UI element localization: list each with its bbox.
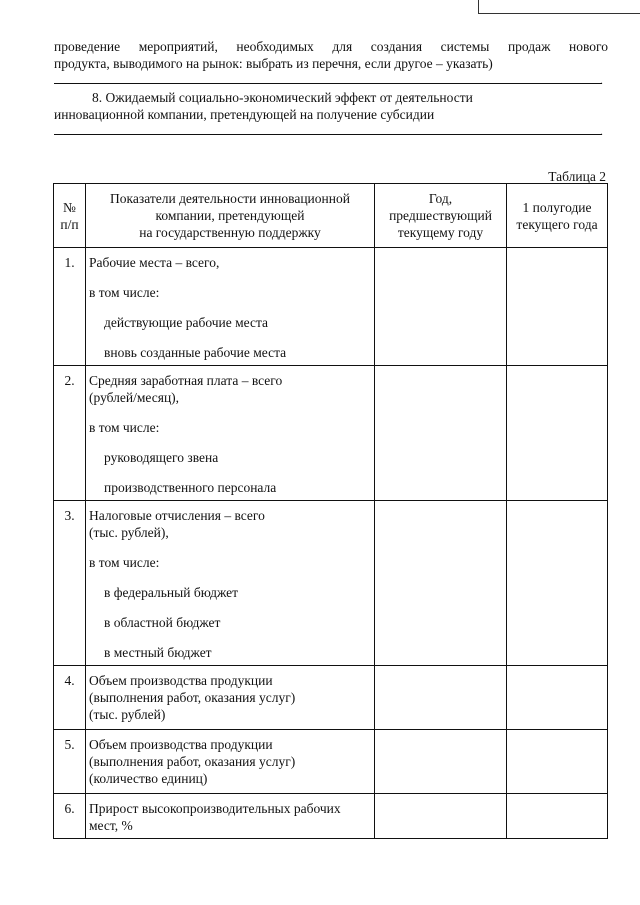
header-half-year — [507, 184, 608, 248]
value-cell-previous-year[interactable] — [375, 366, 507, 501]
value-cell-half-year[interactable] — [507, 666, 608, 730]
header-previous-year — [375, 184, 507, 248]
indicator-line: Объем производства продукции — [89, 673, 273, 688]
row-number: 6. — [54, 794, 86, 839]
value-cell-half-year[interactable] — [507, 794, 608, 839]
section8-end-dot: . — [600, 124, 603, 138]
value-cell-half-year[interactable] — [507, 730, 608, 794]
row-number: 3. — [54, 501, 86, 666]
table-row — [54, 794, 608, 839]
table-row — [54, 366, 608, 501]
header-indicator-line-2: компании, претендующей — [155, 208, 305, 223]
indicator-line: Прирост высокопроизводительных рабочих — [89, 801, 341, 816]
value-cell-previous-year[interactable] — [375, 666, 507, 730]
header-previous-year-line-2: предшествующий — [389, 208, 492, 223]
header-number-line-1: № — [63, 199, 76, 215]
value-cell-previous-year[interactable] — [375, 730, 507, 794]
value-cell-half-year[interactable] — [507, 501, 608, 666]
header-half-year-line-2: текущего года — [516, 216, 598, 232]
indicator-sub-item: производственного персонала — [104, 480, 277, 495]
header-indicator-line-3: на государственную поддержку — [139, 225, 321, 240]
indicator-line: Рабочие места – всего, — [89, 255, 220, 270]
table-caption: Таблица 2 — [548, 169, 606, 184]
indicator-sub-item: в федеральный бюджет — [104, 585, 238, 600]
row-indicator — [86, 501, 375, 666]
intro-line-1: проведение мероприятий, необходимых для создания системы продаж нового — [54, 39, 608, 54]
section8-line-1: 8. Ожидаемый социально-экономический эффект от деятельности — [92, 90, 473, 105]
row-indicator — [86, 666, 375, 730]
indicator-sub-item: в областной бюджет — [104, 615, 221, 630]
header-previous-year-line-3: текущему году — [397, 225, 484, 240]
value-cell-half-year[interactable] — [507, 248, 608, 366]
header-previous-year-line-1: Год, — [428, 191, 453, 206]
indicator-line: (рублей/месяц), — [89, 390, 180, 405]
indicator-sub-intro: в том числе: — [89, 420, 160, 435]
indicator-line: Объем производства продукции — [89, 737, 273, 752]
table-row — [54, 666, 608, 730]
value-cell-previous-year[interactable] — [375, 248, 507, 366]
intro-fill-line — [54, 83, 602, 84]
indicator-line: (количество единиц) — [89, 771, 208, 786]
indicator-sub-item: руководящего звена — [104, 450, 219, 465]
indicator-sub-intro: в том числе: — [89, 285, 160, 300]
intro-end-dot: . — [600, 73, 603, 87]
indicator-line: Налоговые отчисления – всего — [89, 508, 265, 523]
table-row — [54, 501, 608, 666]
indicator-line: (выполнения работ, оказания услуг) — [89, 690, 296, 705]
row-indicator — [86, 794, 375, 839]
section8-fill-line — [54, 134, 602, 135]
row-indicator — [86, 366, 375, 501]
indicator-line: мест, % — [89, 818, 133, 833]
header-number — [54, 184, 86, 248]
table-row — [54, 248, 608, 366]
corner-stamp-frame — [478, 0, 640, 14]
value-cell-half-year[interactable] — [507, 366, 608, 501]
indicator-line: (тыс. рублей), — [89, 525, 169, 540]
value-cell-previous-year[interactable] — [375, 794, 507, 839]
intro-line-2: продукта, выводимого на рынок: выбрать из перечня, если другое – указать) — [54, 56, 493, 71]
indicator-line: (тыс. рублей) — [89, 707, 166, 722]
header-half-year-line-1: 1 полугодие — [522, 199, 592, 215]
header-indicator-line-1: Показатели деятельности инновационной — [110, 191, 350, 206]
indicator-line: Средняя заработная плата – всего — [89, 373, 283, 388]
header-number-line-2: п/п — [60, 216, 79, 232]
indicator-sub-item: вновь созданные рабочие места — [104, 345, 287, 360]
row-indicator — [86, 730, 375, 794]
row-number: 4. — [54, 666, 86, 730]
indicator-line: (выполнения работ, оказания услуг) — [89, 754, 296, 769]
section8-line-2: инновационной компании, претендующей на получение субсидии — [54, 107, 435, 122]
row-number: 2. — [54, 366, 86, 501]
header-indicator — [86, 184, 375, 248]
value-cell-previous-year[interactable] — [375, 501, 507, 666]
indicator-sub-item: действующие рабочие места — [104, 315, 269, 330]
row-indicator — [86, 248, 375, 366]
table-row — [54, 730, 608, 794]
row-number: 1. — [54, 248, 86, 366]
indicator-sub-item: в местный бюджет — [104, 645, 212, 660]
indicators-table — [53, 183, 608, 839]
row-number: 5. — [54, 730, 86, 794]
indicator-sub-intro: в том числе: — [89, 555, 160, 570]
table-header-row — [54, 184, 608, 248]
